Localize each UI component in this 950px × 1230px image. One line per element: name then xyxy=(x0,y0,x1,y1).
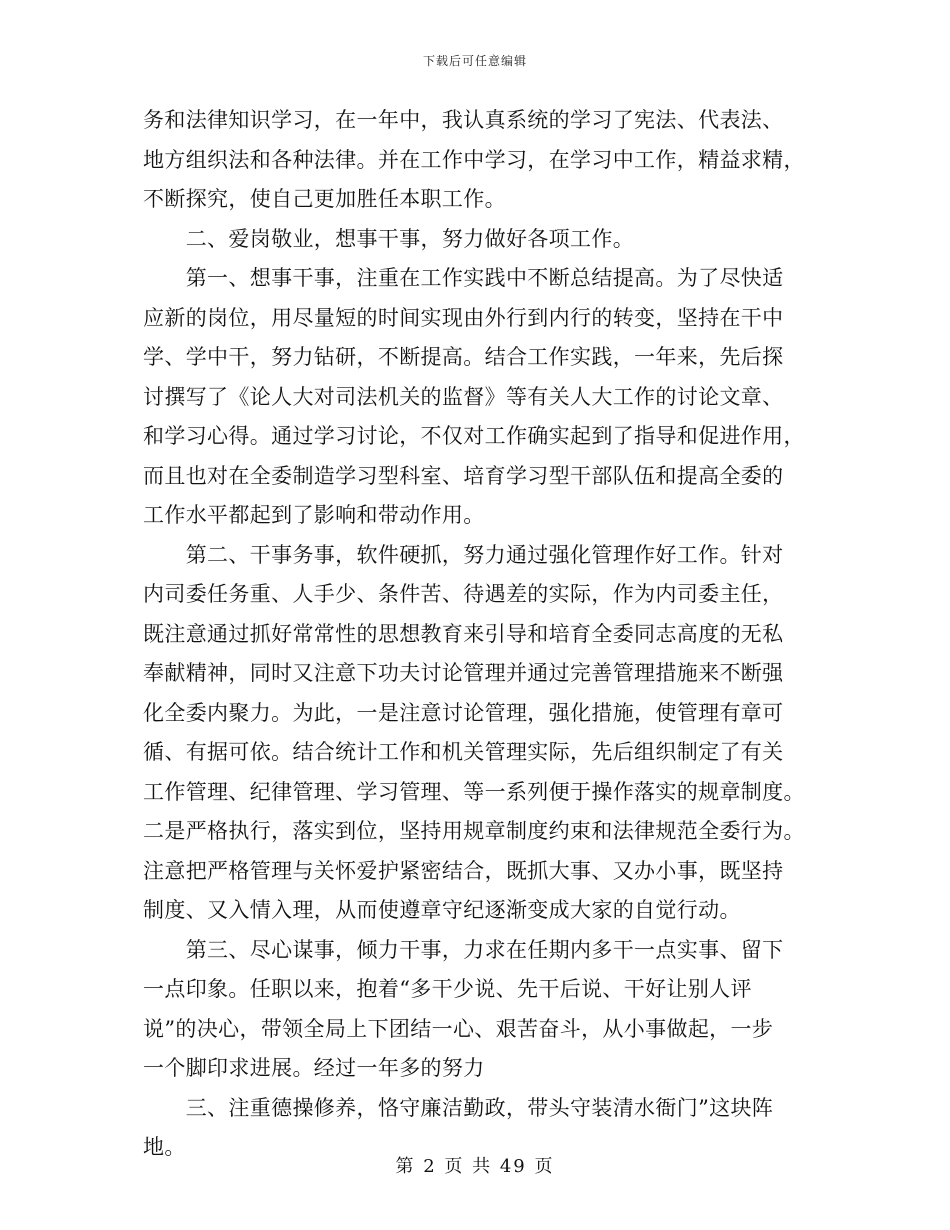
text-line: 说”的决心，带领全局上下团结一心、艰苦奋斗，从小事做起，一步 xyxy=(143,1016,774,1041)
text-line: 三、注重德操修养，恪守廉洁勤政，带头守装清水衙门”这块阵 xyxy=(143,1095,774,1120)
text-line: 循、有据可依。结合统计工作和机关管理实际，先后组织制定了有关 xyxy=(143,740,784,764)
text-line: 学、学中干，努力钻研，不断提高。结合工作实践，一年来，先后探 xyxy=(143,345,784,369)
page-header-note: 下载后可任意编辑 xyxy=(422,54,527,68)
text-line: 务和法律知识学习，在一年中，我认真系统的学习了宪法、代表法、 xyxy=(143,108,784,132)
text-line: 二、爱岗敬业，想事干事，努力做好各项工作。 xyxy=(143,226,635,251)
text-line: 内司委任务重、人手少、条件苦、待遇差的实际，作为内司委主任， xyxy=(143,582,784,606)
text-line: 制度、又入情入理，从而使遵章守纪逐渐变成大家的自觉行动。 xyxy=(143,898,741,922)
text-line: 二是严格执行，落实到位，坚持用规章制度约束和法律规范全委行为。 xyxy=(143,819,805,843)
text-line: 注意把严格管理与关怀爱护紧密结合，既抓大事、又办小事，既坚持 xyxy=(143,858,784,883)
text-line: 工作管理、纪律管理、学习管理、等一系列便于操作落实的规章制度。 xyxy=(143,779,805,804)
text-line: 第一、想事干事，注重在工作实践中不断总结提高。为了尽快适 xyxy=(143,266,784,290)
text-line: 地方组织法和各种法律。并在工作中学习，在学习中工作，精益求精， xyxy=(143,147,805,172)
text-line: 而且也对在全委制造学习型科室、培育学习型干部队伍和提高全委的 xyxy=(143,463,784,488)
text-line: 一点印象。任职以来，抱着“多干少说、先干后说、干好让别人评 xyxy=(143,977,752,1001)
text-line: 化全委内聚力。为此，一是注意讨论管理，强化措施，使管理有章可 xyxy=(143,700,784,725)
text-line: 奉献精神，同时又注意下功夫讨论管理并通过完善管理措施来不断强 xyxy=(143,661,784,685)
page-number: 第 2 页 共 49 页 xyxy=(395,1156,555,1177)
document-body xyxy=(143,101,818,1168)
text-line: 应新的岗位，用尽量短的时间实现由外行到内行的转变，坚持在干中 xyxy=(143,305,784,330)
text-line: 第二、干事务事，软件硬抓，努力通过强化管理作好工作。针对 xyxy=(143,542,784,567)
text-line: 不断探究，使自己更加胜任本职工作。 xyxy=(143,187,506,211)
text-line: 和学习心得。通过学习讨论，不仅对工作确实起到了指导和促进作用， xyxy=(143,424,805,448)
text-line: 地。 xyxy=(143,1135,186,1159)
text-line: 讨撰写了《论人大对司法机关的监督》等有关人大工作的讨论文章、 xyxy=(143,384,784,409)
text-line: 工作水平都起到了影响和带动作用。 xyxy=(143,503,485,527)
text-line: 既注意通过抓好常常性的思想教育来引导和培育全委同志高度的无私 xyxy=(143,621,784,646)
text-line: 一个脚印求进展。经过一年多的努力 xyxy=(143,1056,485,1080)
text-line: 第三、尽心谋事，倾力干事，力求在任期内多干一点实事、留下 xyxy=(143,937,784,962)
